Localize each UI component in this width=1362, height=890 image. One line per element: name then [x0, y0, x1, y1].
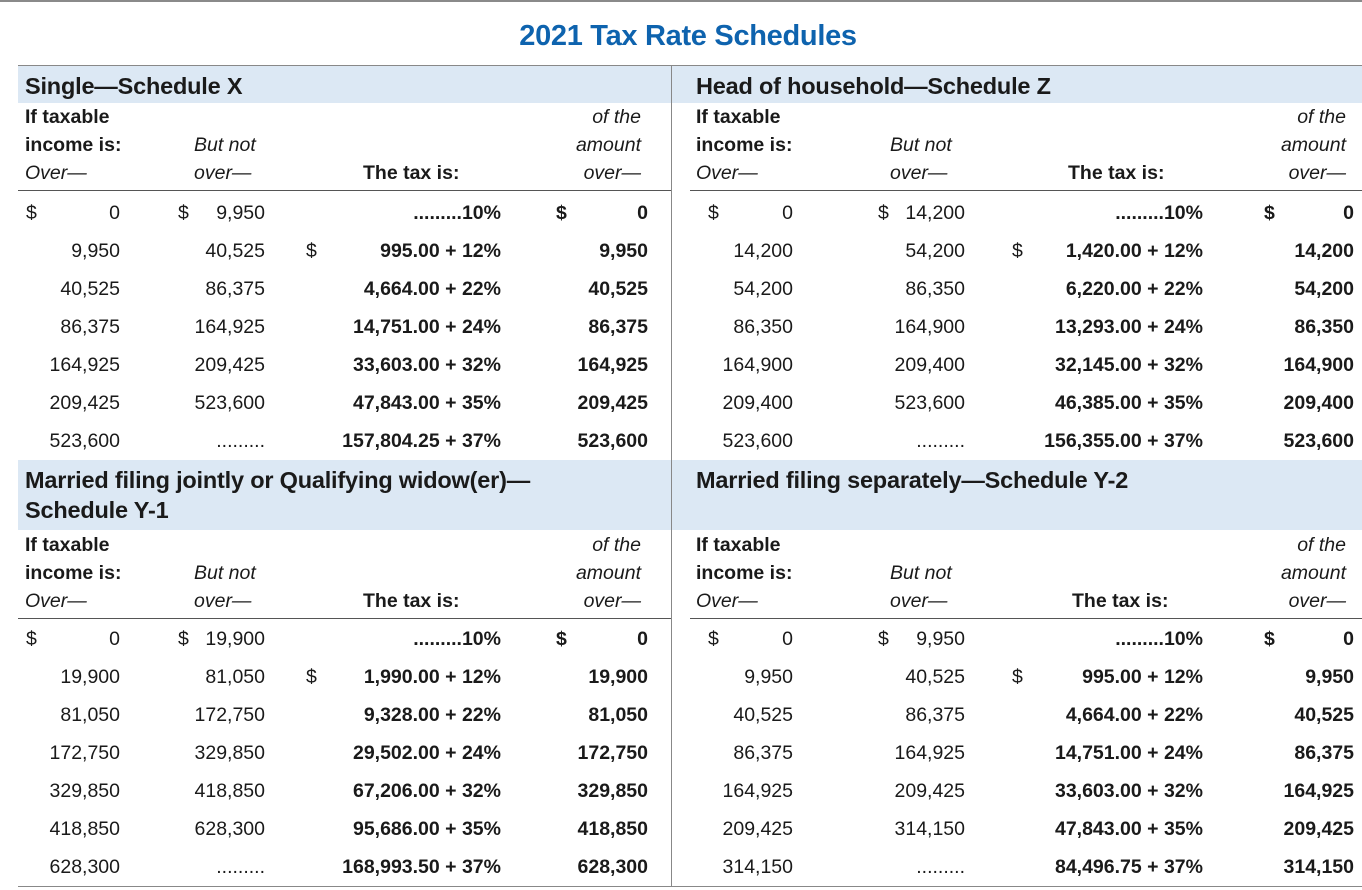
- dollar-sign: $: [708, 628, 719, 650]
- cell-tax: .........10%: [413, 628, 501, 650]
- dollar-sign: $: [556, 628, 567, 650]
- cell-but-not-over: 54,200: [905, 240, 965, 262]
- cell-tax: 84,496.75 + 37%: [1054, 856, 1203, 878]
- cell-over: 86,375: [60, 316, 120, 338]
- cell-but-not-over: 628,300: [194, 818, 265, 840]
- cell-over: 86,375: [733, 742, 793, 764]
- table-row: [18, 772, 671, 810]
- cell-over: 523,600: [49, 430, 120, 452]
- cell-tax: 14,751.00 + 24%: [352, 316, 501, 338]
- cell-over: 164,925: [49, 354, 120, 376]
- cell-but-not-over: .........: [216, 430, 265, 452]
- cell-tax: .........10%: [1115, 202, 1203, 224]
- schedule-mfj-title: Married filing jointly or Qualifying widow(er)— Schedule Y-1: [18, 460, 671, 530]
- table-row: [18, 422, 671, 460]
- col-header-over: If taxable income is: Over—: [25, 106, 122, 184]
- cell-but-not-over: 86,350: [905, 278, 965, 300]
- cell-but-not-over: 40,525: [905, 666, 965, 688]
- cell-over: 0: [109, 628, 120, 650]
- col-header-of-amount: of the amount over—: [575, 106, 641, 184]
- cell-over: 19,900: [60, 666, 120, 688]
- dollar-sign: $: [26, 628, 37, 650]
- cell-over: 418,850: [49, 818, 120, 840]
- cell-over: 81,050: [60, 704, 120, 726]
- cell-but-not-over: 314,150: [894, 818, 965, 840]
- table-row: [672, 422, 1362, 460]
- cell-of-amount: 0: [637, 202, 648, 224]
- cell-but-not-over: 40,525: [205, 240, 265, 262]
- cell-but-not-over: 329,850: [194, 742, 265, 764]
- cell-over: 0: [782, 202, 793, 224]
- schedule-mfj-rows: [18, 620, 671, 886]
- cell-over: 164,900: [722, 354, 793, 376]
- cell-tax: 29,502.00 + 24%: [352, 742, 501, 764]
- cell-of-amount: 164,925: [577, 354, 648, 376]
- cell-over: 628,300: [49, 856, 120, 878]
- cell-tax: 14,751.00 + 24%: [1054, 742, 1203, 764]
- cell-tax: .........10%: [1115, 628, 1203, 650]
- header-rule: [18, 618, 671, 619]
- cell-of-amount: 86,350: [1294, 316, 1354, 338]
- cell-over: 209,400: [722, 392, 793, 414]
- cell-of-amount: 329,850: [577, 780, 648, 802]
- cell-over: 164,925: [722, 780, 793, 802]
- cell-of-amount: 9,950: [1305, 666, 1354, 688]
- table-row: [672, 384, 1362, 422]
- page-title: 2021 Tax Rate Schedules: [519, 20, 857, 52]
- top-border: [0, 0, 1362, 2]
- col-header-of-amount: of the amount over—: [575, 534, 641, 612]
- cell-of-amount: 0: [1343, 202, 1354, 224]
- cell-over: 14,200: [733, 240, 793, 262]
- table-row: [18, 696, 671, 734]
- cell-but-not-over: 523,600: [194, 392, 265, 414]
- dollar-sign: $: [1012, 240, 1023, 262]
- cell-over: 54,200: [733, 278, 793, 300]
- cell-but-not-over: 9,950: [916, 628, 965, 650]
- cell-over: 86,350: [733, 316, 793, 338]
- dollar-sign: $: [306, 666, 317, 688]
- cell-but-not-over: 209,425: [894, 780, 965, 802]
- table-row: [18, 232, 671, 270]
- schedule-mfs-title: Married filing separately—Schedule Y-2: [672, 460, 1362, 530]
- cell-tax: 168,993.50 + 37%: [342, 856, 501, 878]
- cell-tax: 157,804.25 + 37%: [342, 430, 501, 452]
- cell-but-not-over: 418,850: [194, 780, 265, 802]
- dollar-sign: $: [556, 202, 567, 224]
- cell-tax: 156,355.00 + 37%: [1044, 430, 1203, 452]
- table-row: [18, 620, 671, 658]
- col-header-but-not-over: But not over—: [890, 562, 952, 612]
- header-rule: [18, 190, 671, 191]
- cell-but-not-over: 209,425: [194, 354, 265, 376]
- table-row: [672, 658, 1362, 696]
- cell-tax: .........10%: [413, 202, 501, 224]
- table-row: [672, 620, 1362, 658]
- dollar-sign: $: [878, 628, 889, 650]
- cell-but-not-over: 86,375: [905, 704, 965, 726]
- col-header-over: If taxable income is: Over—: [696, 106, 793, 184]
- cell-tax: 995.00 + 12%: [1082, 666, 1203, 688]
- table-row: [18, 384, 671, 422]
- header-rule: [690, 190, 1362, 191]
- cell-tax: 1,990.00 + 12%: [363, 666, 501, 688]
- cell-but-not-over: 164,925: [194, 316, 265, 338]
- cell-tax: 995.00 + 12%: [380, 240, 501, 262]
- cell-over: 9,950: [71, 240, 120, 262]
- cell-over: 40,525: [733, 704, 793, 726]
- cell-but-not-over: 86,375: [205, 278, 265, 300]
- cell-of-amount: 19,900: [588, 666, 648, 688]
- cell-but-not-over: 209,400: [894, 354, 965, 376]
- dollar-sign: $: [26, 202, 37, 224]
- schedule-single-rows: [18, 194, 671, 460]
- cell-tax: 13,293.00 + 24%: [1054, 316, 1203, 338]
- table-row: [672, 270, 1362, 308]
- header-rule: [690, 618, 1362, 619]
- cell-of-amount: 9,950: [599, 240, 648, 262]
- cell-tax: 67,206.00 + 32%: [352, 780, 501, 802]
- cell-but-not-over: 9,950: [216, 202, 265, 224]
- col-header-tax-is: The tax is:: [363, 162, 460, 184]
- col-header-but-not-over: But not over—: [194, 134, 256, 184]
- table-row: [18, 734, 671, 772]
- col-header-of-amount: of the amount over—: [1280, 534, 1346, 612]
- cell-of-amount: 86,375: [588, 316, 648, 338]
- cell-of-amount: 86,375: [1294, 742, 1354, 764]
- table-row: [18, 810, 671, 848]
- cell-but-not-over: 523,600: [894, 392, 965, 414]
- schedule-single: [18, 66, 671, 458]
- cell-of-amount: 628,300: [577, 856, 648, 878]
- cell-but-not-over: 19,900: [205, 628, 265, 650]
- col-header-but-not-over: But not over—: [890, 134, 952, 184]
- cell-but-not-over: .........: [216, 856, 265, 878]
- schedule-mfs-rows: [672, 620, 1362, 886]
- cell-of-amount: 54,200: [1294, 278, 1354, 300]
- cell-of-amount: 0: [637, 628, 648, 650]
- cell-of-amount: 0: [1343, 628, 1354, 650]
- table-row: [672, 308, 1362, 346]
- table-row: [18, 848, 671, 886]
- table-row: [672, 810, 1362, 848]
- cell-of-amount: 209,425: [1283, 818, 1354, 840]
- cell-of-amount: 523,600: [1283, 430, 1354, 452]
- cell-tax: 4,664.00 + 22%: [1065, 704, 1203, 726]
- table-row: [18, 658, 671, 696]
- cell-over: 209,425: [722, 818, 793, 840]
- table-row: [672, 696, 1362, 734]
- col-header-but-not-over: But not over—: [194, 562, 256, 612]
- col-header-over: If taxable income is: Over—: [25, 534, 122, 612]
- dollar-sign: $: [306, 240, 317, 262]
- table-row: [18, 308, 671, 346]
- cell-of-amount: 164,900: [1283, 354, 1354, 376]
- table-row: [18, 270, 671, 308]
- cell-over: 314,150: [722, 856, 793, 878]
- cell-of-amount: 209,400: [1283, 392, 1354, 414]
- col-header-tax-is: The tax is:: [1072, 590, 1169, 612]
- cell-of-amount: 172,750: [577, 742, 648, 764]
- cell-tax: 32,145.00 + 32%: [1054, 354, 1203, 376]
- cell-of-amount: 40,525: [1294, 704, 1354, 726]
- cell-tax: 6,220.00 + 22%: [1065, 278, 1203, 300]
- cell-over: 172,750: [49, 742, 120, 764]
- dollar-sign: $: [178, 628, 189, 650]
- cell-but-not-over: .........: [916, 856, 965, 878]
- dollar-sign: $: [1264, 628, 1275, 650]
- table-row: [672, 772, 1362, 810]
- cell-of-amount: 209,425: [577, 392, 648, 414]
- col-header-over: If taxable income is: Over—: [696, 534, 793, 612]
- schedule-married-jointly: [18, 460, 671, 886]
- cell-over: 9,950: [744, 666, 793, 688]
- col-header-of-amount: of the amount over—: [1280, 106, 1346, 184]
- dollar-sign: $: [878, 202, 889, 224]
- cell-tax: 47,843.00 + 35%: [352, 392, 501, 414]
- cell-tax: 33,603.00 + 32%: [352, 354, 501, 376]
- cell-tax: 1,420.00 + 12%: [1065, 240, 1203, 262]
- dollar-sign: $: [1012, 666, 1023, 688]
- cell-of-amount: 418,850: [577, 818, 648, 840]
- table-row: [672, 734, 1362, 772]
- table-row: [672, 194, 1362, 232]
- cell-of-amount: 14,200: [1294, 240, 1354, 262]
- schedule-single-title: Single—Schedule X: [18, 66, 671, 103]
- cell-of-amount: 164,925: [1283, 780, 1354, 802]
- cell-but-not-over: 172,750: [194, 704, 265, 726]
- schedule-head-of-household: [672, 66, 1362, 458]
- cell-tax: 9,328.00 + 22%: [363, 704, 501, 726]
- cell-but-not-over: 164,900: [894, 316, 965, 338]
- cell-tax: 33,603.00 + 32%: [1054, 780, 1203, 802]
- cell-but-not-over: 81,050: [205, 666, 265, 688]
- schedule-hoh-rows: [672, 194, 1362, 460]
- cell-but-not-over: 164,925: [894, 742, 965, 764]
- cell-over: 0: [782, 628, 793, 650]
- cell-over: 523,600: [722, 430, 793, 452]
- table-bottom-rule: [18, 886, 1362, 887]
- schedule-married-separately: [672, 460, 1362, 886]
- cell-tax: 46,385.00 + 35%: [1054, 392, 1203, 414]
- table-row: [672, 346, 1362, 384]
- cell-tax: 95,686.00 + 35%: [352, 818, 501, 840]
- col-header-tax-is: The tax is:: [363, 590, 460, 612]
- schedule-hoh-title: Head of household—Schedule Z: [672, 66, 1362, 103]
- cell-tax: 47,843.00 + 35%: [1054, 818, 1203, 840]
- cell-of-amount: 81,050: [588, 704, 648, 726]
- dollar-sign: $: [708, 202, 719, 224]
- cell-of-amount: 314,150: [1283, 856, 1354, 878]
- table-row: [672, 232, 1362, 270]
- table-row: [18, 346, 671, 384]
- dollar-sign: $: [178, 202, 189, 224]
- cell-tax: 4,664.00 + 22%: [363, 278, 501, 300]
- cell-over: 40,525: [60, 278, 120, 300]
- table-row: [18, 194, 671, 232]
- cell-over: 329,850: [49, 780, 120, 802]
- cell-of-amount: 523,600: [577, 430, 648, 452]
- dollar-sign: $: [1264, 202, 1275, 224]
- cell-but-not-over: 14,200: [905, 202, 965, 224]
- table-row: [672, 848, 1362, 886]
- cell-over: 209,425: [49, 392, 120, 414]
- col-header-tax-is: The tax is:: [1068, 162, 1165, 184]
- cell-over: 0: [109, 202, 120, 224]
- cell-but-not-over: .........: [916, 430, 965, 452]
- cell-of-amount: 40,525: [588, 278, 648, 300]
